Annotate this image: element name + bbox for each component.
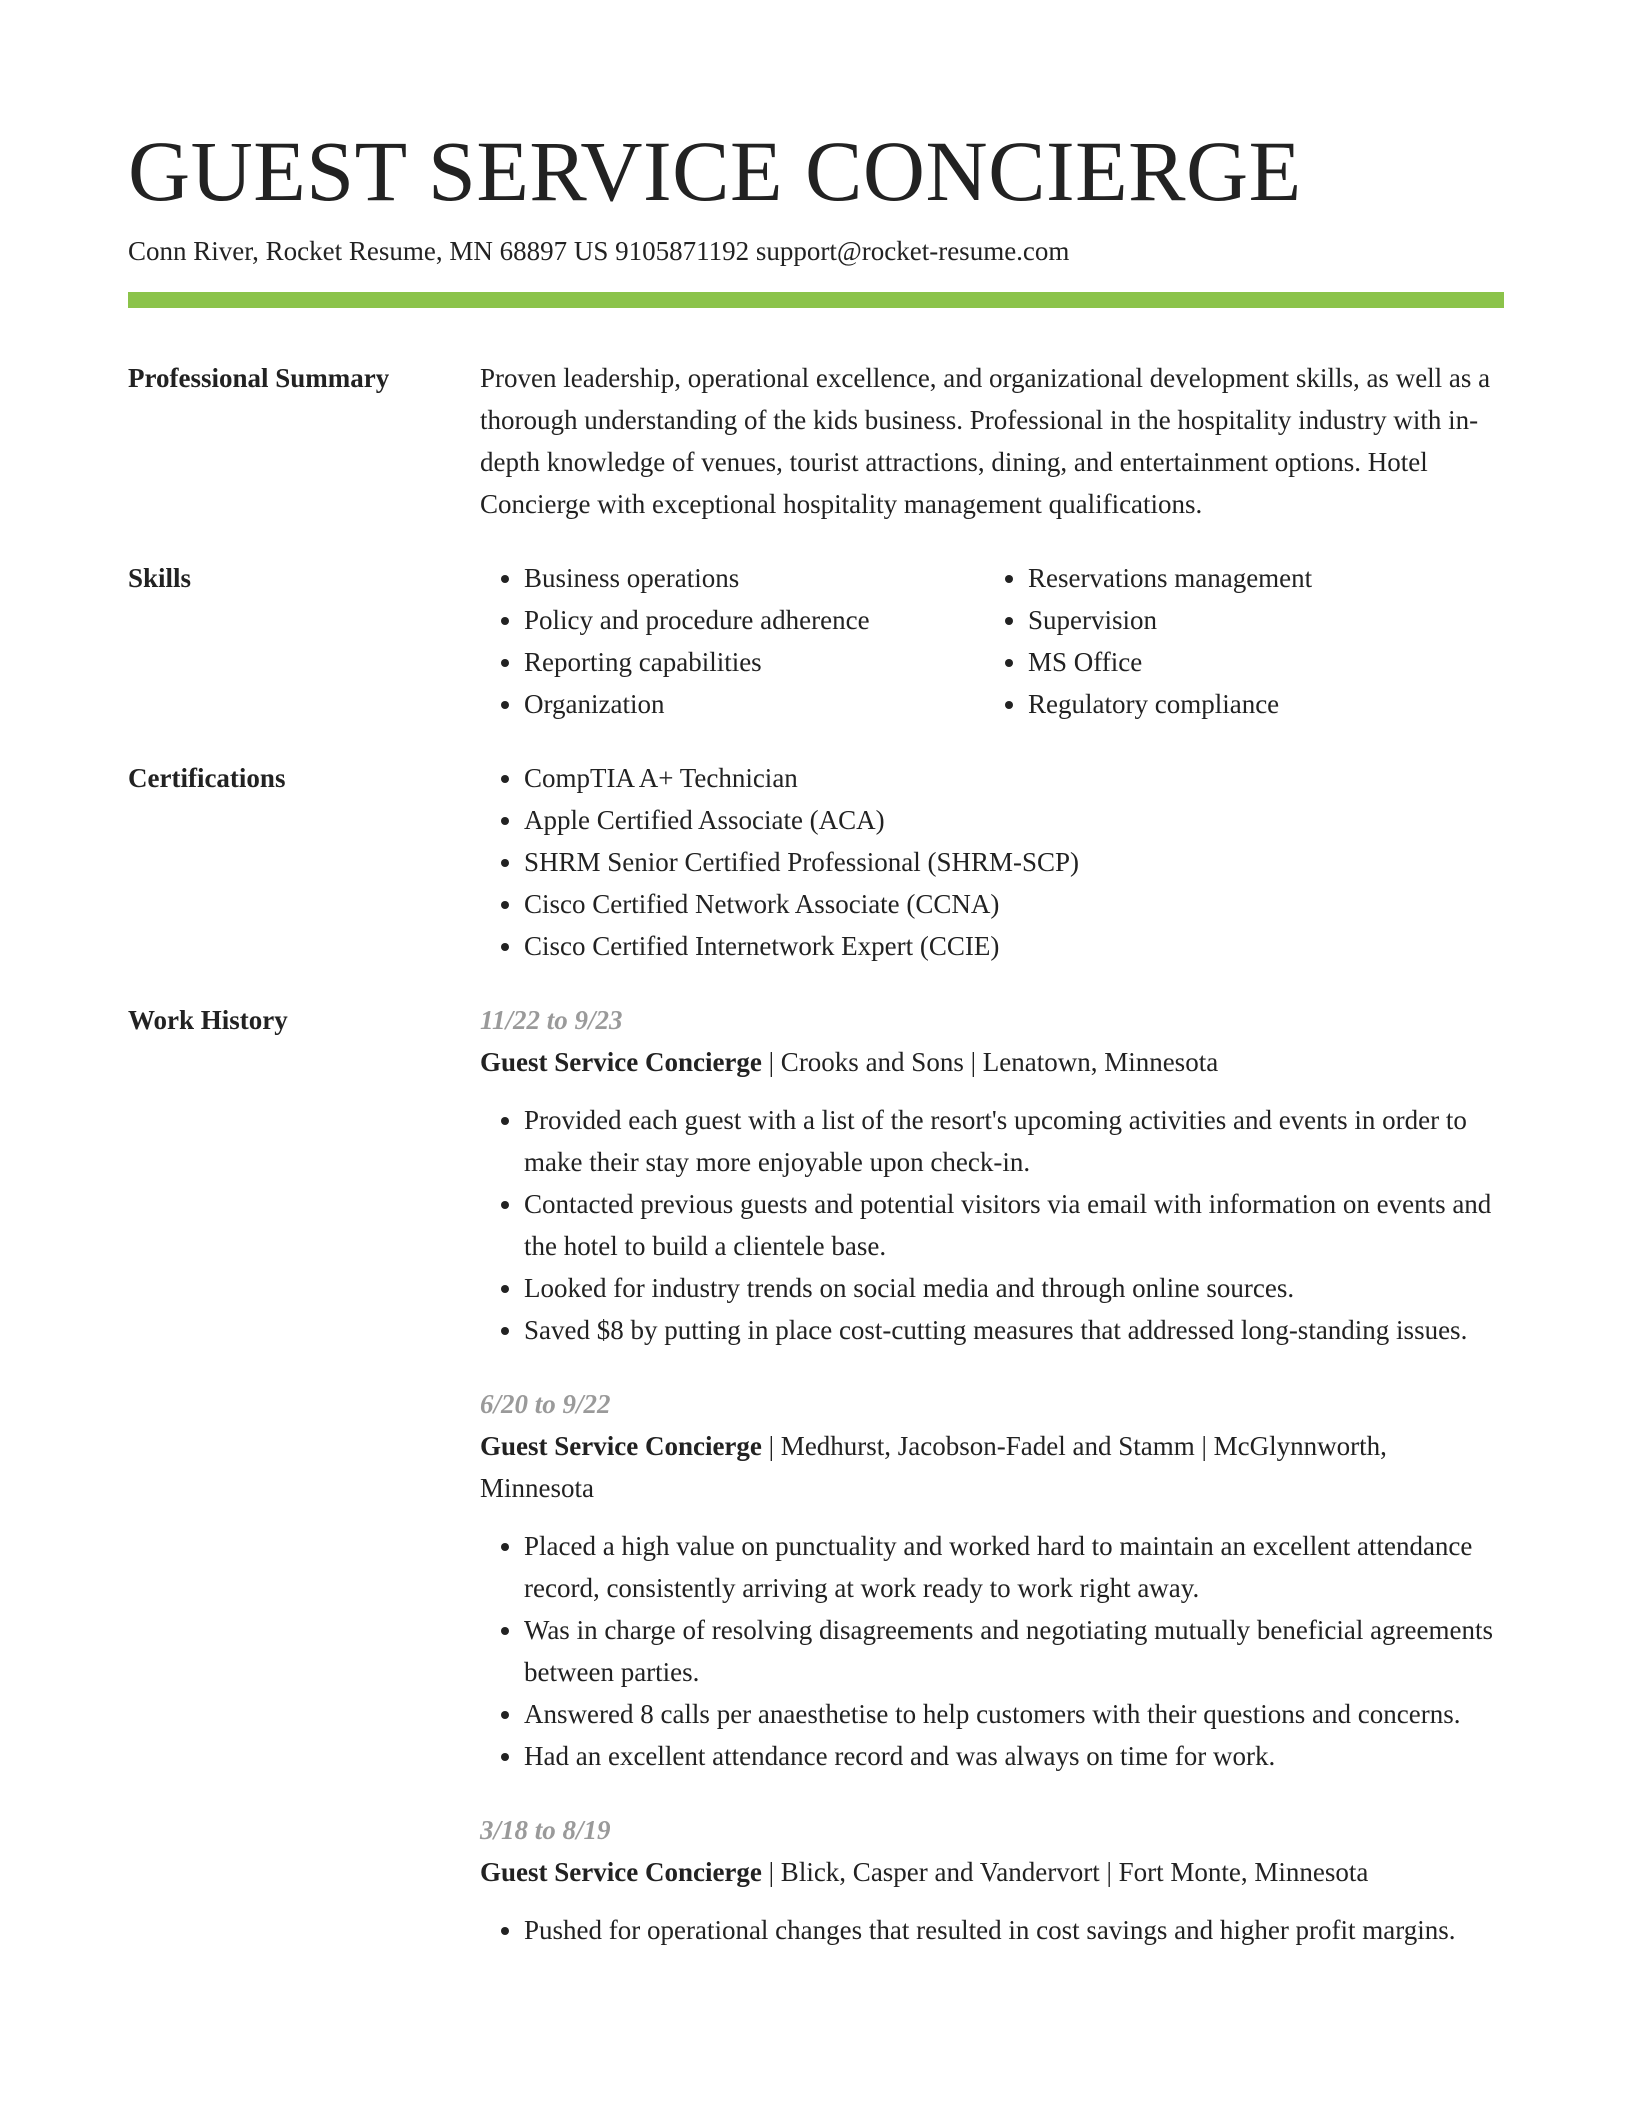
job-employer-location: | Blick, Casper and Vandervort | Fort Monte, Minnesota [761, 1857, 1369, 1887]
work-history-section [128, 999, 1504, 1983]
contact-line: Conn River, Rocket Resume, MN 68897 US 9105871192 support@rocket-resume.com [128, 236, 1070, 266]
job-duty-item: • Was in charge of resolving disagreements and negotiating mutually beneficial agreements between parties. [524, 1609, 1504, 1693]
certifications-body [480, 757, 1504, 967]
job-entry [480, 1809, 1504, 1951]
skill-item: • Organization [524, 683, 984, 725]
job-entry [480, 1383, 1504, 1777]
skill-item: • Reporting capabilities [524, 641, 984, 683]
section-title-certifications: Certifications [128, 763, 286, 793]
certification-item: • Cisco Certified Internetwork Expert (CCIE) [524, 925, 1504, 967]
job-duties-list [480, 1909, 1504, 1951]
job-employer-location: | Medhurst, Jacobson-Fadel and Stamm | McGlynnworth, Minnesota [480, 1431, 1387, 1503]
resume-page [128, 0, 1504, 1983]
skill-item: • Supervision [1028, 599, 1312, 641]
job-duty-item: • Had an excellent attendance record and was always on time for work. [524, 1735, 1504, 1777]
skill-item: • Regulatory compliance [1028, 683, 1312, 725]
skill-item: • MS Office [1028, 641, 1312, 683]
resume-name: GUEST SERVICE CONCIERGE [128, 123, 1302, 219]
job-duty-item: • Looked for industry trends on social media and through online sources. [524, 1267, 1504, 1309]
certification-item: • CompTIA A+ Technician [524, 757, 1504, 799]
skill-item: • Reservations management [1028, 557, 1312, 599]
skills-columns [480, 557, 1504, 725]
work-history-body [480, 999, 1504, 1983]
job-heading [480, 1851, 1504, 1893]
job-title: Guest Service Concierge [480, 1047, 762, 1077]
job-duties-list [480, 1099, 1504, 1351]
skills-section [128, 557, 1504, 725]
job-heading [480, 1041, 1504, 1083]
job-duty-item: • Provided each guest with a list of the resort's upcoming activities and events in order to make their stay more enjoyable upon check-in. [524, 1099, 1504, 1183]
skill-item: • Policy and procedure adherence [524, 599, 984, 641]
job-duty-item: • Saved $8 by putting in place cost-cutting measures that addressed long-standing issues. [524, 1309, 1504, 1351]
header-divider [128, 292, 1504, 308]
certification-item: • Apple Certified Associate (ACA) [524, 799, 1504, 841]
job-title: Guest Service Concierge [480, 1857, 762, 1887]
skills-list-right [984, 557, 1312, 725]
job-dates: 11/22 to 9/23 [480, 1005, 623, 1035]
section-title-work-history: Work History [128, 1005, 288, 1035]
job-duty-item: • Pushed for operational changes that resulted in cost savings and higher profit margins. [524, 1909, 1504, 1951]
job-duties-list [480, 1525, 1504, 1777]
section-title-summary: Professional Summary [128, 363, 390, 393]
job-duty-item: • Placed a high value on punctuality and worked hard to maintain an excellent attendance record, consistently arriving at work ready to work right away. [524, 1525, 1504, 1609]
summary-text: Proven leadership, operational excellence, and organizational development skills, as well as a thorough understanding of the kids business. Professional in the hospitality industry with in-depth knowledge of venues, tourist attractions, dining, and entertainment options. Hotel Concierge with exceptional hospitality management qualifications. [480, 363, 1491, 519]
job-duty-item: • Answered 8 calls per anaesthetise to help customers with their questions and concerns. [524, 1693, 1504, 1735]
job-title: Guest Service Concierge [480, 1431, 762, 1461]
certification-item: • SHRM Senior Certified Professional (SHRM-SCP) [524, 841, 1504, 883]
certifications-list [480, 757, 1504, 967]
summary-section [128, 357, 1504, 525]
skills-list-left [480, 557, 984, 725]
job-entry [480, 999, 1504, 1351]
job-duty-item: • Contacted previous guests and potential visitors via email with information on events and the hotel to build a clientele base. [524, 1183, 1504, 1267]
section-title-skills: Skills [128, 563, 192, 593]
certification-item: • Cisco Certified Network Associate (CCNA) [524, 883, 1504, 925]
job-employer-location: | Crooks and Sons | Lenatown, Minnesota [761, 1047, 1219, 1077]
certifications-section [128, 757, 1504, 967]
job-dates: 6/20 to 9/22 [480, 1389, 611, 1419]
job-heading [480, 1425, 1504, 1509]
skill-item: • Business operations [524, 557, 984, 599]
job-dates: 3/18 to 8/19 [480, 1815, 611, 1845]
